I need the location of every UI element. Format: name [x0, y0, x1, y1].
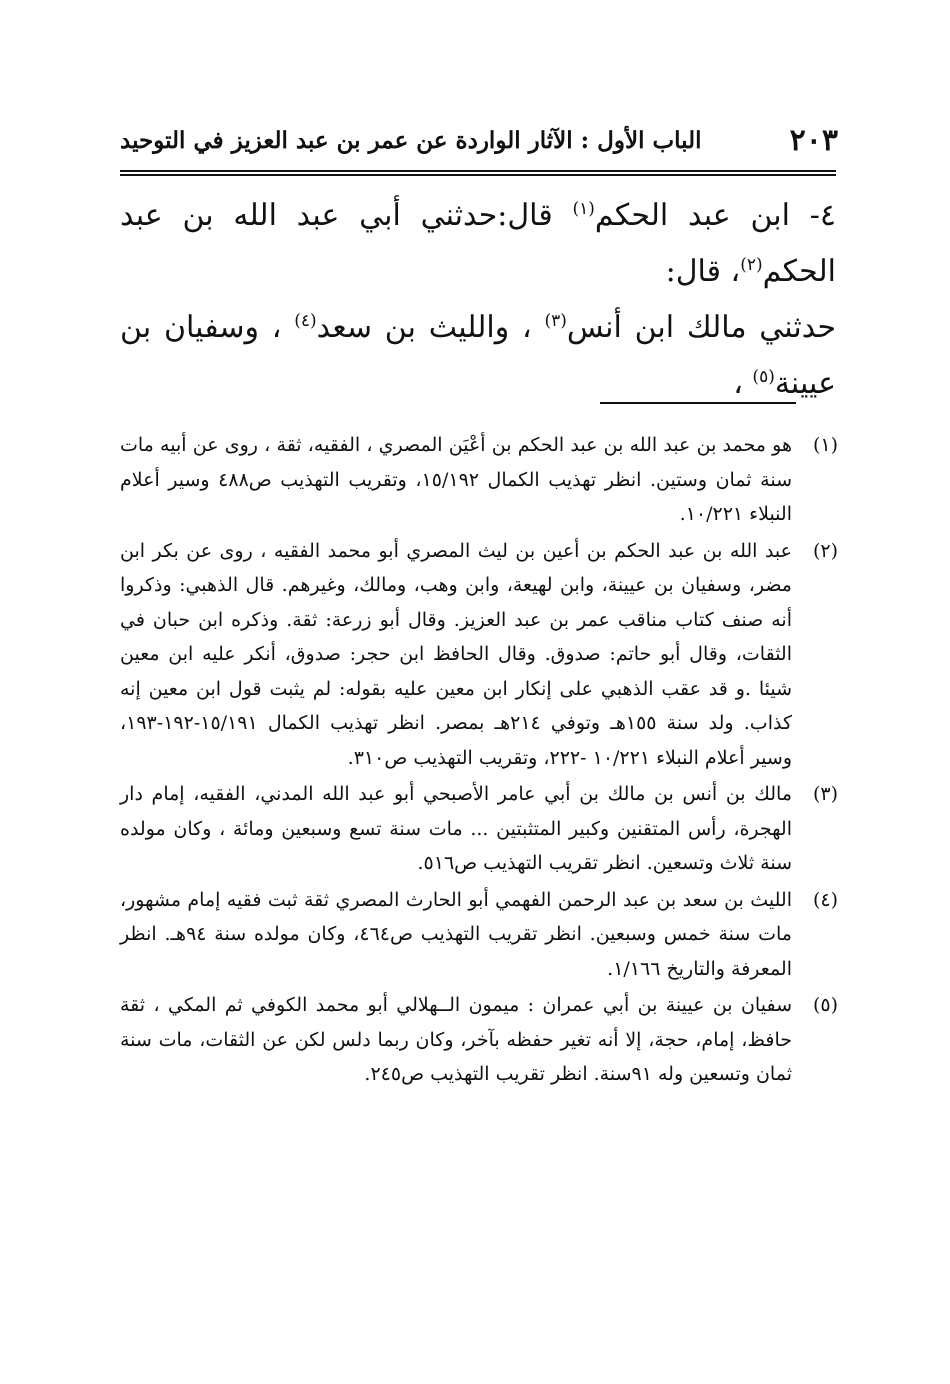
- main-text-line-1: [120, 188, 836, 300]
- footnote-number: (٣): [812, 783, 838, 805]
- main-text-segment: ، قال:: [665, 254, 741, 289]
- footnote-text: سفيان بن عيينة بن أبي عمران : ميمون الــهلالي أبو محمد الكوفي ثم المكي ، ثقة حافظ، إمام، حجة، إلا أنه تغير حفظه بآخر، وكان ربما دلس لكن عن الثقات، مات سنة ثمان وتسعين وله ٩١سنة. انظر تقريب التهذيب ص٢٤٥.: [120, 994, 792, 1085]
- footnote-ref-3: (٣): [544, 311, 567, 331]
- footnote-text: مالك بن أنس بن مالك بن أبي عامر الأصبحي أبو عبد الله المدني، الفقيه، إمام دار الهجرة، رأس المتقنين وكبير المتثبتين ... مات سنة تسع وسبعين ومائة ، وكان مولده سنة ثلاث وتسعين. انظر تقريب التهذيب ص٥١٦.: [120, 783, 792, 874]
- chapter-title: الباب الأول : الآثار الواردة عن عمر بن عبد العزيز في التوحيد: [120, 126, 702, 154]
- main-text-segment: حدثني مالك ابن أنس: [566, 310, 836, 345]
- main-text: [120, 188, 836, 412]
- footnote-text: عبد الله بن عبد الحكم بن أعين بن ليث المصري أبو محمد الفقيه ، روى عن بكر ابن مضر، وسفيان بن عيينة، وابن لهيعة، وابن وهب، ومالك، وغيرهم. قال الذهبي: وذكروا أنه صنف كتاب مناقب عمر بن عبد العزيز. وقال أبو زرعة: ثقة. وذكره ابن حبان في الثقات، وقال أبو حاتم: صدوق. وقال الحافظ ابن حجر: صدوق، أنكر عليه ابن معين شيئا .و قد عقب الذهبي على إنكار ابن معين عليه بقوله: لم يثبت قول ابن معين إنه كذاب. ولد سنة ١٥٥هـ وتوفي ٢١٤هـ بمصر. انظر تهذيب الكمال ١٥/١٩١-١٩٢-١٩٣، وسير أعلام النبلاء ١٠/٢٢١ -٢٢٢، وتقريب التهذيب ص٣١٠.: [120, 539, 792, 769]
- footnote-4: [120, 883, 838, 987]
- footnote-number: (٤): [812, 888, 838, 911]
- footnote-text: هو محمد بن عبد الله بن عبد الحكم بن أعْيَن المصري ، الفقيه، ثقة ، روى عن أبيه مات سنة ثمان وستين. انظر تهذيب الكمال ١٥/١٩٢، وتقريب التهذيب ص٤٨٨ وسير أعلام النبلاء ١٠/٢٢١.: [120, 434, 792, 525]
- page-number: ٢٠٣: [789, 122, 838, 158]
- main-text-segment: ،: [733, 366, 753, 401]
- footnote-number: (٢): [812, 539, 838, 562]
- main-text-segment: قال:حدثني أبي عبد الله بن عبد الحكم: [120, 198, 836, 289]
- footnote-number: (١): [812, 434, 838, 456]
- footnote-ref-4: (٤): [294, 311, 317, 331]
- footnote-ref-2: (٢): [740, 255, 763, 275]
- footnote-3: [120, 777, 838, 881]
- footnote-2: [120, 534, 838, 776]
- running-head: [120, 118, 838, 162]
- footnote-1: [120, 428, 838, 532]
- footnote-separator: [600, 402, 796, 404]
- footnote-ref-1: (١): [572, 199, 595, 219]
- footnote-ref-5: (٥): [752, 367, 775, 387]
- footnotes: [120, 428, 838, 1094]
- main-text-segment: ، وسفيان بن عيينة: [120, 310, 836, 401]
- main-text-line-2: [120, 300, 836, 412]
- footnote-number: (٥): [812, 994, 838, 1016]
- footnote-text: الليث بن سعد بن عبد الرحمن الفهمي أبو الحارث المصري ثقة ثبت فقيه إمام مشهور، مات سنة خمس وسبعين. انظر تقريب التهذيب ص٤٦٤، وكان مولده سنة ٩٤هـ. انظر المعرفة والتاريخ ١/١٦٦.: [120, 888, 792, 980]
- main-text-segment: ٤- ابن عبد الحكم: [594, 198, 837, 233]
- header-double-rule: [120, 170, 836, 176]
- footnote-5: [120, 988, 838, 1092]
- main-text-segment: ، والليث بن سعد: [316, 310, 545, 345]
